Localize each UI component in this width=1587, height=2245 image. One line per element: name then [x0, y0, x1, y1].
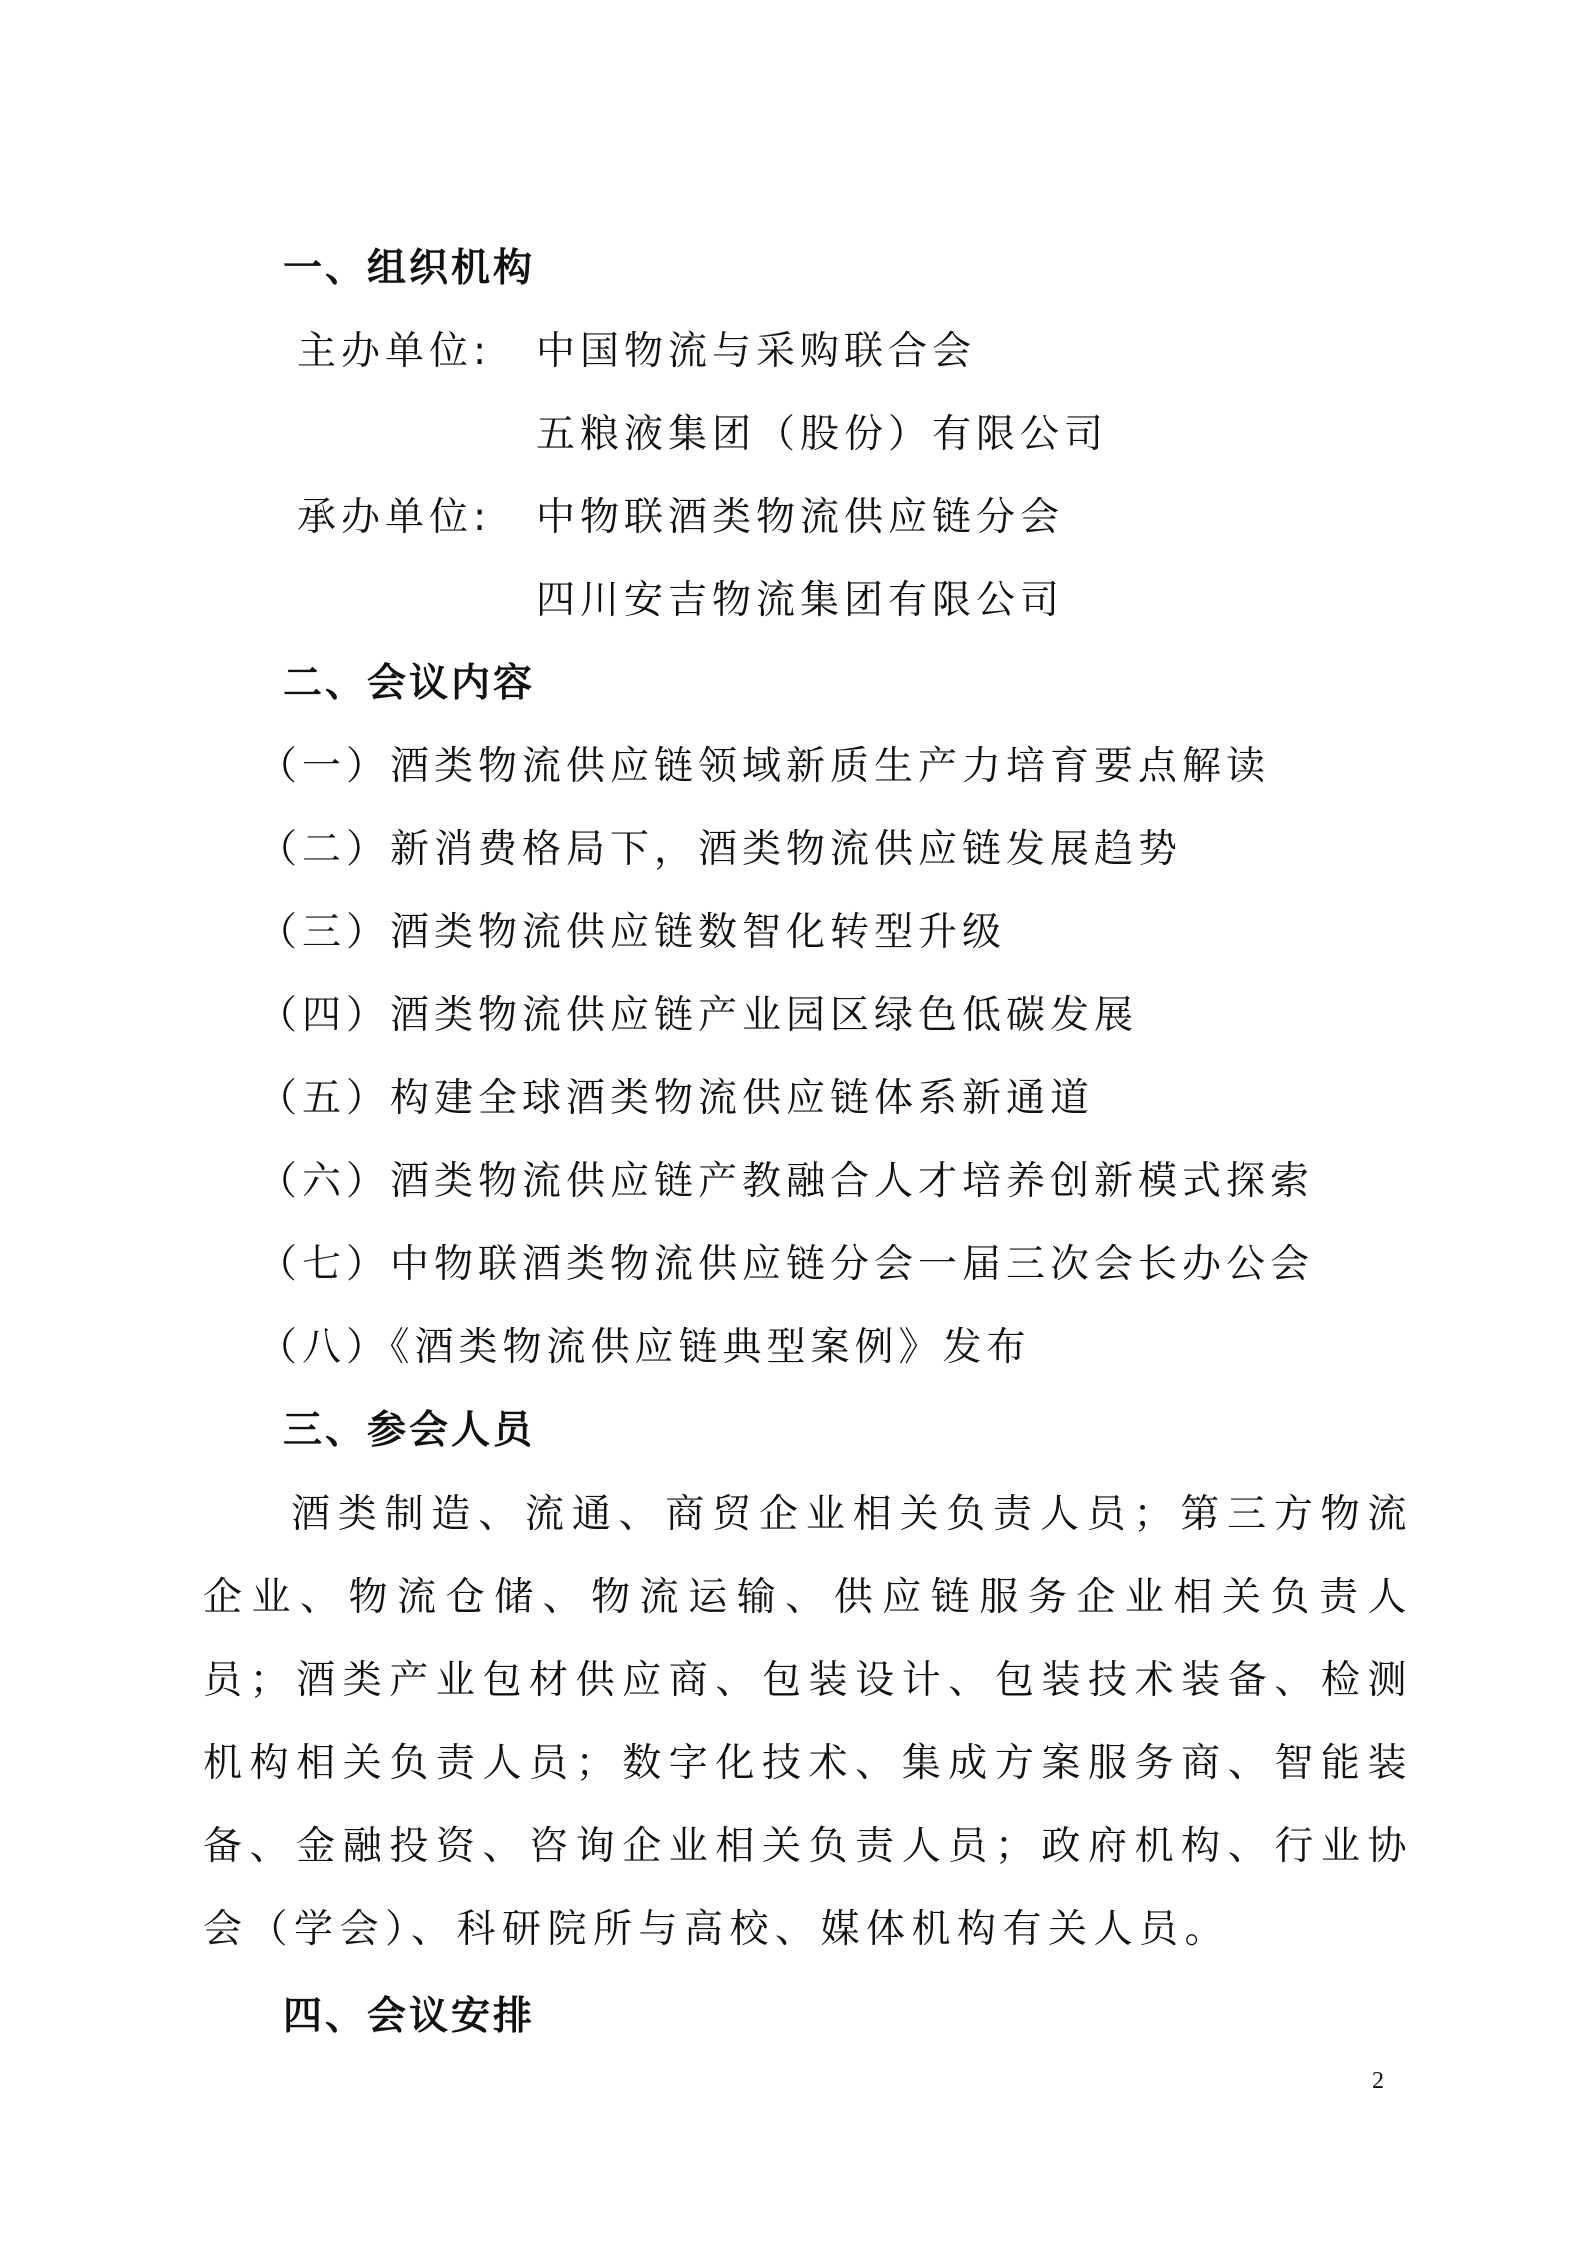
content-item: （二）新消费格局下，酒类物流供应链发展趋势: [258, 827, 1183, 872]
organizer-label: 承办单位:: [297, 495, 492, 540]
content-item: （六）酒类物流供应链产教融合人才培养创新模式探索: [258, 1159, 1315, 1204]
host-org-1: 中国物流与采购联合会: [536, 329, 977, 374]
content-item: （五）构建全球酒类物流供应链体系新通道: [258, 1076, 1095, 1121]
section-heading-content: 二、会议内容: [283, 661, 536, 706]
host-org-2: 五粮液集团（股份）有限公司: [536, 412, 1109, 457]
content-item: （四）酒类物流供应链产业园区绿色低碳发展: [258, 993, 1139, 1038]
page-number: 2: [1372, 2068, 1384, 2094]
content-item: （三）酒类物流供应链数智化转型升级: [258, 910, 1007, 955]
section-heading-arrangements: 四、会议安排: [283, 1994, 536, 2039]
organizer-org-2: 四川安吉物流集团有限公司: [536, 578, 1065, 623]
section-heading-organization: 一、组织机构: [283, 246, 536, 291]
organizer-org-1: 中物联酒类物流供应链分会: [536, 495, 1065, 540]
content-item: （七）中物联酒类物流供应链分会一届三次会长办公会: [258, 1242, 1315, 1287]
section-heading-attendees: 三、参会人员: [283, 1408, 536, 1453]
content-item: （八）《酒类物流供应链典型案例》发布: [258, 1325, 1031, 1370]
host-label: 主办单位:: [297, 329, 492, 374]
content-item: （一）酒类物流供应链领域新质生产力培育要点解读: [258, 744, 1271, 789]
attendees-paragraph: 酒类制造、流通、商贸企业相关负责人员；第三方物流企业、物流仓储、物流运输、供应链服务企业相关负责人员；酒类产业包材供应商、包装设计、包装技术装备、检测机构相关负责人员；数字化技术、集成方案服务商、智能装备、金融投资、咨询企业相关负责人员；政府机构、行业协会（学会）、科研院所与高校、媒体机构有关人员。: [203, 1492, 1413, 1952]
